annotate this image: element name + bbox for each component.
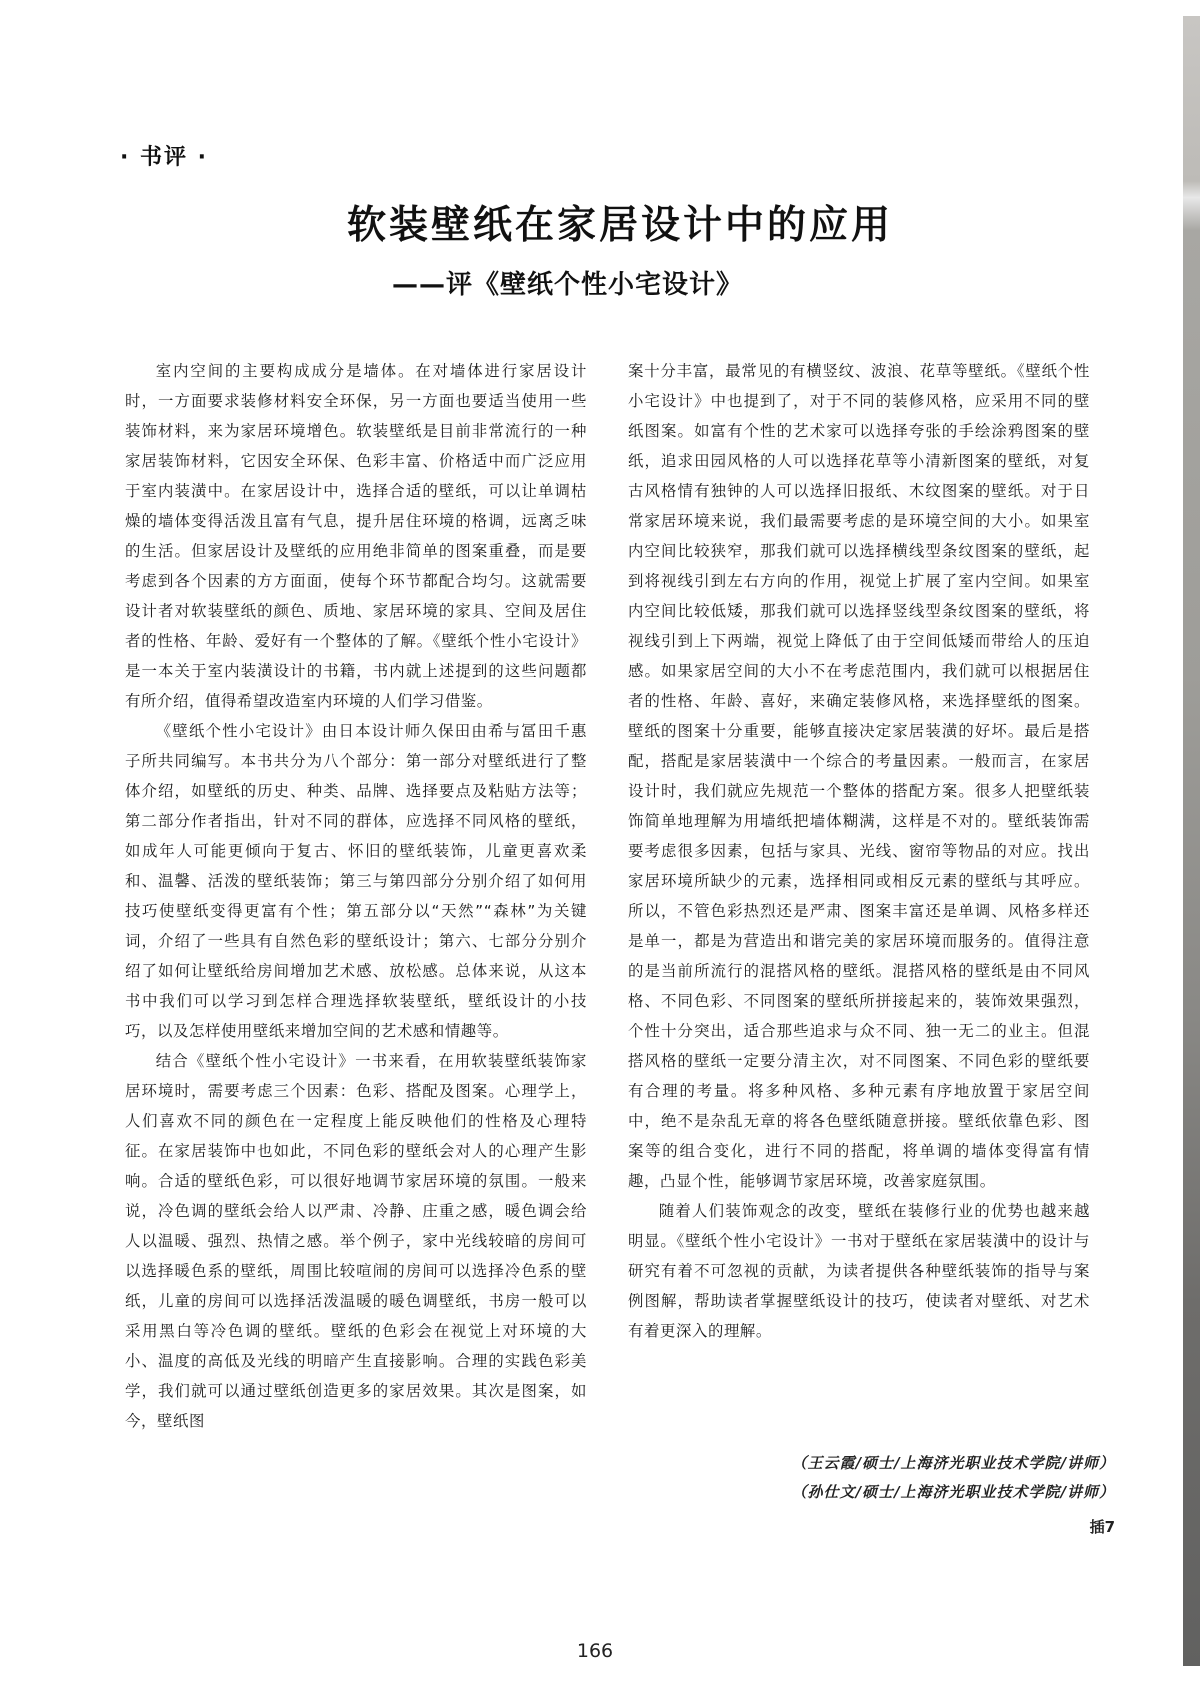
author-byline: （王云霞/硕士/上海济光职业技术学院/讲师） — [791, 1454, 1115, 1472]
left-column — [125, 356, 587, 1436]
paragraph: 案十分丰富，最常见的有横竖纹、波浪、花草等壁纸。《壁纸个性小宅设计》中也提到了，对于不同的装修风格，应采用不同的壁纸图案。如富有个性的艺术家可以选择夸张的手绘涂鸦图案的壁纸，追求田园风格的人可以选择花草等小清新图案的壁纸，对复古风格情有独钟的人可以选择旧报纸、木纹图案的壁纸。对于日常家居环境来说，我们最需要考虑的是环境空间的大小。如果室内空间比较狭窄，那我们就可以选择横线型条纹图案的壁纸，起到将视线引到左右方向的作用，视觉上扩展了室内空间。如果室内空间比较低矮，那我们就可以选择竖线型条纹图案的壁纸，将视线引到上下两端，视觉上降低了由于空间低矮而带给人的压迫感。如果家居空间的大小不在考虑范围内，我们就可以根据居住者的性格、年龄、喜好，来确定装修风格，来选择壁纸的图案。壁纸的图案十分重要，能够直接决定家居装潢的好坏。最后是搭配，搭配是家居装潢中一个综合的考量因素。一般而言，在家居设计时，我们就应先规范一个整体的搭配方案。很多人把壁纸装饰简单地理解为用墙纸把墙体糊满，这样是不对的。壁纸装饰需要考虑很多因素，包括与家具、光线、窗帘等物品的对应。找出家居环境所缺少的元素，选择相同或相反元素的壁纸与其呼应。所以，不管色彩热烈还是严肃、图案丰富还是单调、风格多样还是单一，都是为营造出和谐完美的家居环境而服务的。值得注意的是当前所流行的混搭风格的壁纸。混搭风格的壁纸是由不同风格、不同色彩、不同图案的壁纸所拼接起来的，装饰效果强烈，个性十分突出，适合那些追求与众不同、独一无二的业主。但混搭风格的壁纸一定要分清主次，对不同图案、不同色彩的壁纸要有合理的考量。将多种风格、多种元素有序地放置于家居空间中，绝不是杂乱无章的将各色壁纸随意拼接。壁纸依靠色彩、图案等的组合变化，进行不同的搭配，将单调的墙体变得富有情趣，凸显个性，能够调节家居环境，改善家庭氛围。 — [628, 362, 1090, 1190]
paragraph: 室内空间的主要构成成分是墙体。在对墙体进行家居设计时，一方面要求装修材料安全环保，另一方面也要适当使用一些装饰材料，来为家居环境增色。软装壁纸是目前非常流行的一种家居装饰材料，它因安全环保、色彩丰富、价格适中而广泛应用于室内装潢中。在家居设计中，选择合适的壁纸，可以让单调枯燥的墙体变得活泼且富有气息，提升居住环境的格调，远离乏味的生活。但家居设计及壁纸的应用绝非简单的图案重叠，而是要考虑到各个因素的方方面面，使每个环节都配合均匀。这就需要设计者对软装壁纸的颜色、质地、家居环境的家具、空间及居住者的性格、年龄、爱好有一个整体的了解。《壁纸个性小宅设计》是一本关于室内装潢设计的书籍，书内就上述提到的这些问题都有所介绍，值得希望改造室内环境的人们学习借鉴。 — [125, 362, 587, 710]
right-column — [628, 356, 1090, 1346]
page-number: 166 — [576, 1640, 614, 1662]
article-title: 软装壁纸在家居设计中的应用 — [346, 203, 893, 248]
author-byline: （孙仕文/硕士/上海济光职业技术学院/讲师） — [791, 1483, 1115, 1501]
figure-label: 插7 — [1089, 1518, 1115, 1536]
page-edge-shadow — [1183, 16, 1200, 1666]
paragraph: 《壁纸个性小宅设计》由日本设计师久保田由希与冨田千惠子所共同编写。本书共分为八个部分：第一部分对壁纸进行了整体介绍，如壁纸的历史、种类、品牌、选择要点及粘贴方法等；第二部分作者指出，针对不同的群体，应选择不同风格的壁纸，如成年人可能更倾向于复古、怀旧的壁纸装饰，儿童更喜欢柔和、温馨、活泼的壁纸装饰；第三与第四部分分别介绍了如何用技巧使壁纸变得更富有个性；第五部分以“天然”“森林”为关键词，介绍了一些具有自然色彩的壁纸设计；第六、七部分分别介绍了如何让壁纸给房间增加艺术感、放松感。总体来说，从这本书中我们可以学习到怎样合理选择软装壁纸，壁纸设计的小技巧，以及怎样使用壁纸来增加空间的艺术感和情趣等。 — [125, 722, 587, 1040]
paragraph: 随着人们装饰观念的改变，壁纸在装修行业的优势也越来越明显。《壁纸个性小宅设计》一书对于壁纸在家居装潢中的设计与研究有着不可忽视的贡献，为读者提供各种壁纸装饰的指导与案例图解，帮助读者掌握壁纸设计的技巧，使读者对壁纸、对艺术有着更深入的理解。 — [628, 1202, 1090, 1340]
section-tag: · 书评 · — [120, 145, 209, 170]
paragraph: 结合《壁纸个性小宅设计》一书来看，在用软装壁纸装饰家居环境时，需要考虑三个因素：色彩、搭配及图案。心理学上，人们喜欢不同的颜色在一定程度上能反映他们的性格及心理特征。在家居装饰中也如此，不同色彩的壁纸会对人的心理产生影响。合适的壁纸色彩，可以很好地调节家居环境的氛围。一般来说，冷色调的壁纸会给人以严肃、冷静、庄重之感，暖色调会给人以温暖、强烈、热情之感。举个例子，家中光线较暗的房间可以选择暖色系的壁纸，周围比较喧闹的房间可以选择冷色系的壁纸，儿童的房间可以选择活泼温暖的暖色调壁纸，书房一般可以采用黑白等冷色调的壁纸。壁纸的色彩会在视觉上对环境的大小、温度的高低及光线的明暗产生直接影响。合理的实践色彩美学，我们就可以通过壁纸创造更多的家居效果。其次是图案，如今，壁纸图 — [125, 1052, 587, 1430]
article-subtitle: ——评《壁纸个性小宅设计》 — [392, 270, 744, 300]
